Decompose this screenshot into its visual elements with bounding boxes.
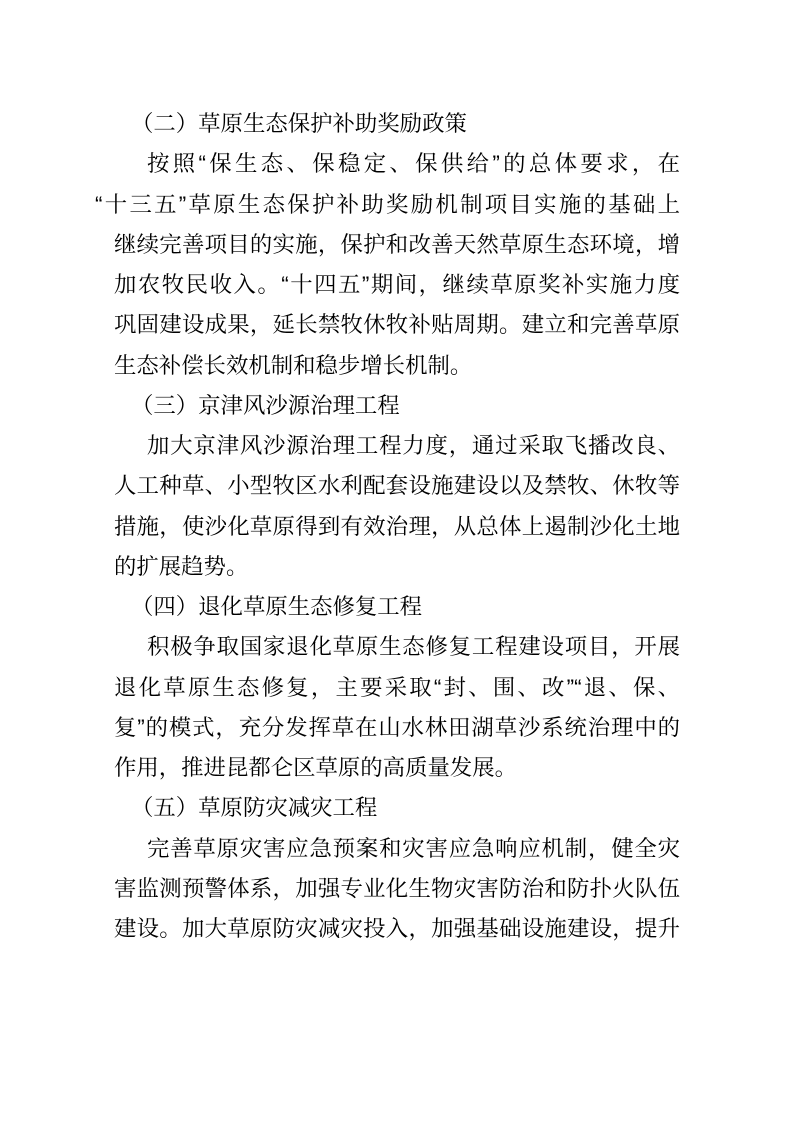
text-line: 人工种草、小型牧区水利配套设施建设以及禁牧、休牧等 <box>114 473 680 499</box>
text-line: 完善草原灾害应急预案和灾害应急响应机制，健全灾 <box>147 835 680 861</box>
text-line: 加农牧民收入。“十四五”期间，继续草原奖补实施力度 <box>114 272 680 297</box>
section-heading: （二）草原生态保护补助奖励政策 <box>131 111 467 136</box>
section-heading: （四）退化草原生态修复工程 <box>131 594 423 619</box>
text-line: 积极争取国家退化草原生态修复工程建设项目，开展 <box>147 634 680 660</box>
text-line: 巩固建设成果，延长禁牧休牧补贴周期。建立和完善草原 <box>114 312 680 338</box>
text-line: 继续完善项目的实施，保护和改善天然草原生态环境，增 <box>114 231 680 257</box>
text-line: 作用，推进昆都仑区草原的高质量发展。 <box>114 755 518 780</box>
text-line: 复”的模式，充分发挥草在山水林田湖草沙系统治理中的 <box>114 714 680 740</box>
text-line: 的扩展趋势。 <box>114 553 249 579</box>
text-line: 退化草原生态修复，主要采取“封、围、改”“退、保、 <box>114 674 680 700</box>
text-line: 建设。加大草原防灾减灾投入，加强基础设施建设，提升 <box>114 916 680 941</box>
document-body <box>95 104 680 949</box>
text-line: 措施，使沙化草原得到有效治理，从总体上遏制沙化土地 <box>114 513 680 539</box>
text-line: 生态补偿长效机制和稳步增长机制。 <box>114 352 473 378</box>
text-line: 按照“保生态、保稳定、保供给”的总体要求，在 <box>147 151 680 177</box>
text-line: 加大京津风沙源治理工程力度，通过采取飞播改良、 <box>147 433 680 458</box>
section-heading: （五）草原防灾减灾工程 <box>131 795 378 821</box>
text-line: 害监测预警体系，加强专业化生物灾害防治和防扑火队伍 <box>114 875 680 901</box>
text-line: “十三五”草原生态保护补助奖励机制项目实施的基础上 <box>95 191 680 217</box>
section-heading: （三）京津风沙源治理工程 <box>131 392 400 418</box>
